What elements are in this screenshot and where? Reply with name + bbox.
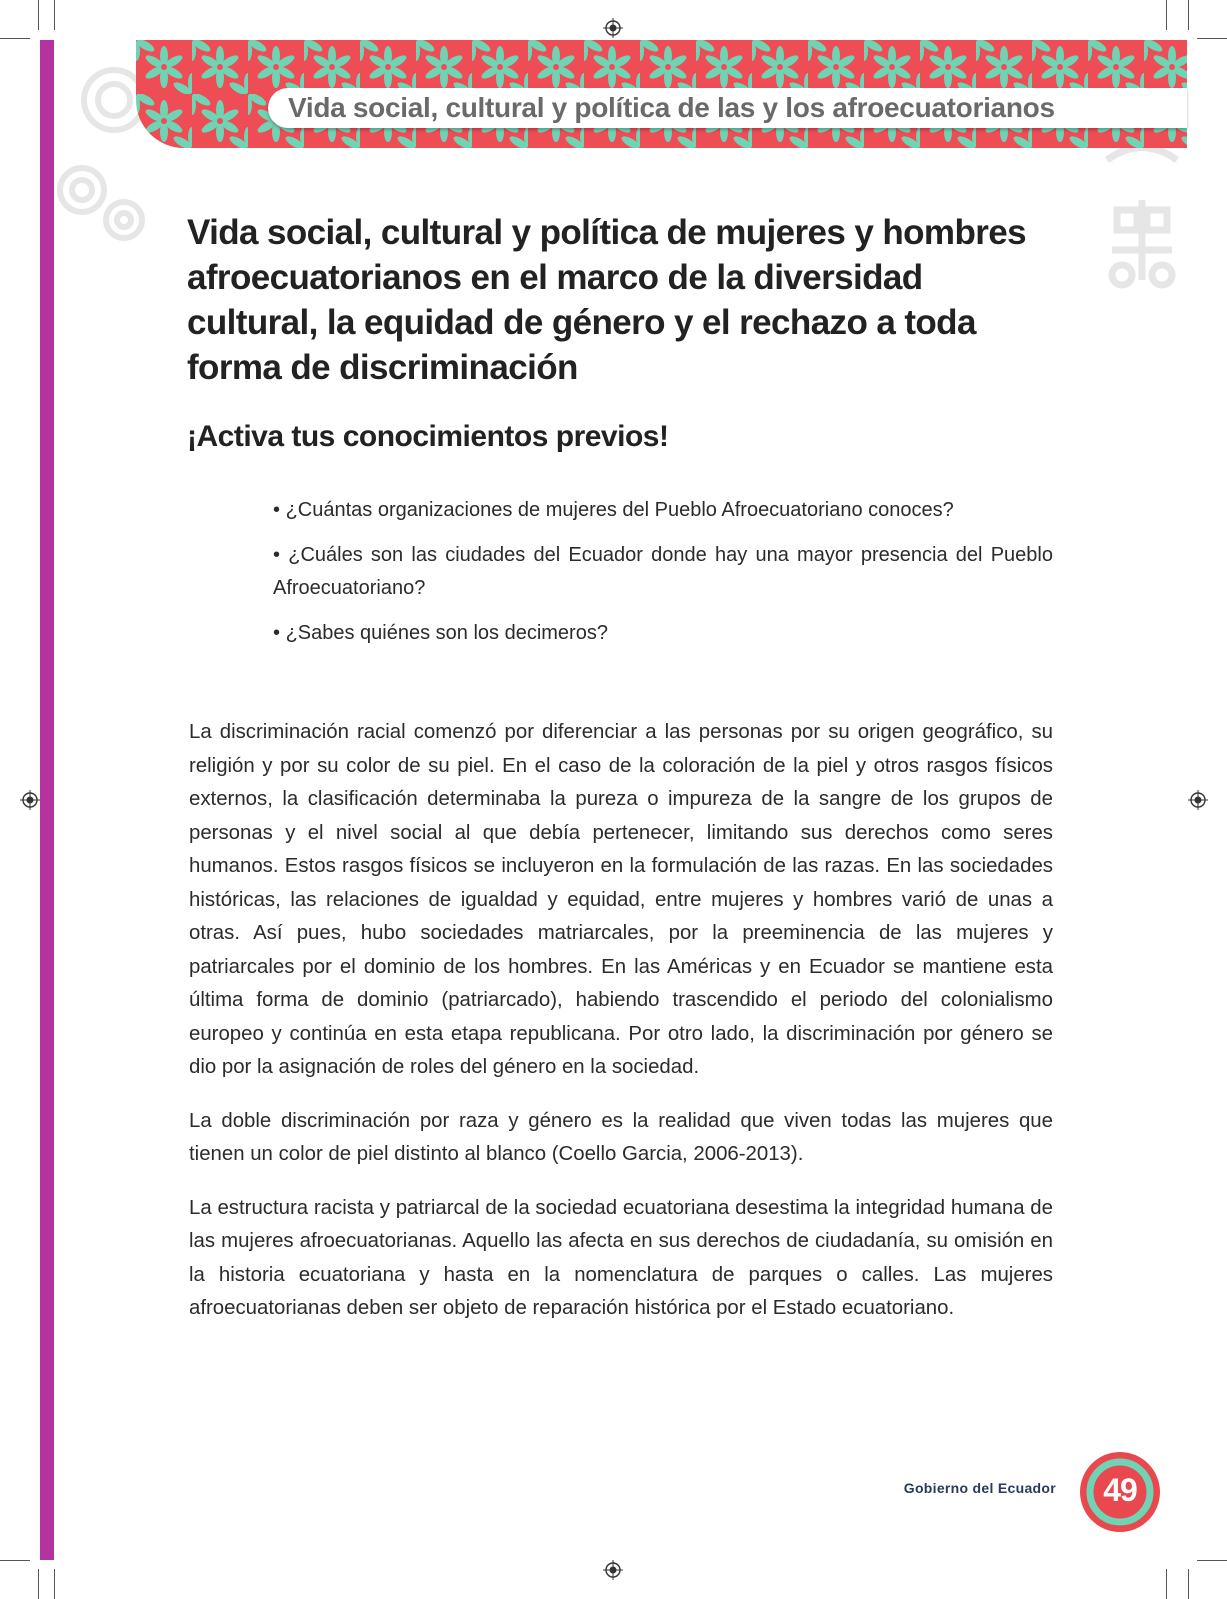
question-item: • ¿Sabes quiénes son los decimeros? [273,617,1053,650]
crop-mark [1188,1569,1189,1599]
section-title: Vida social, cultural y política de las y los afroecuatorianos [288,92,1055,123]
crop-mark [38,0,39,30]
question-list [273,494,1053,662]
crop-mark [54,1569,55,1599]
crop-mark [1188,0,1189,30]
registration-mark-icon [603,1560,623,1580]
page-number: 49 [1103,1472,1137,1508]
body-paragraph: La estructura racista y patriarcal de la sociedad ecuatoriana desestima la integridad humana de las mujeres afroecuatorianas. Aquello las afecta en sus derechos de ciudadanía, su omisión en la historia ecuatoriana y hasta en la nomenclatura de parques o calles. Las mujeres afroecuatorianas deben ser objeto de reparación histórica por el Estado ecuatoriano. [189,1196,1053,1319]
body-text [189,716,1053,1346]
crop-mark [0,1560,30,1561]
question-item: • ¿Cuáles son las ciudades del Ecuador donde hay una mayor presencia del Pueblo Afroecuatoriano? [273,539,1053,605]
side-bar [40,40,54,1560]
registration-mark-icon [1188,790,1208,810]
crop-mark [1197,38,1227,39]
registration-mark-icon [603,18,623,38]
crop-mark [1166,0,1167,30]
publisher-label: Gobierno del Ecuador [903,1480,1056,1496]
activity-heading: ¡Activa tus conocimientos previos! [187,420,669,453]
crop-mark [1166,1569,1167,1599]
registration-mark-icon [20,790,40,810]
spiral-ornament-icon [52,40,147,250]
body-paragraph: La doble discriminación por raza y género es la realidad que viven todas las mujeres que tienen un color de piel distinto al blanco (Coello Garcia, 2006-2013). [189,1109,1053,1165]
ornament-icon [1097,140,1187,300]
question-item: • ¿Cuántas organizaciones de mujeres del Pueblo Afroecuatoriano conoces? [273,494,1053,527]
crop-mark [38,1569,39,1599]
page-title: Vida social, cultural y política de mujeres y hombres afroecuatorianos en el marco de la diversidad cultural, la equidad de género y el rechazo a toda forma de discriminación [187,213,1026,387]
body-paragraph: La discriminación racial comenzó por diferenciar a las personas por su origen geográfico, su religión y por su color de su piel. En el caso de la coloración de la piel y otros rasgos físicos externos, la clasificación determinaba la pureza o impureza de la sangre de los grupos de personas y el nivel social al que debía pertenecer, limitando sus derechos como seres humanos. Estos rasgos físicos se incluyeron en la formulación de las razas. En las sociedades históricas, las relaciones de igualdad y equidad, entre mujeres y hombres varió de unas a otras. Así pues, hubo sociedades matriarcales, por la preeminencia de las mujeres y patriarcales por el dominio de los hombres. En las Américas y en Ecuador se mantiene esta última forma de dominio (patriarcado), habiendo trascendido el periodo del colonialismo europeo y continúa en esta etapa republicana. Por otro lado, la discriminación por género se dio por la asignación de roles del género en la sociedad. [189,721,1053,1078]
crop-mark [1197,1560,1227,1561]
crop-mark [54,0,55,30]
crop-mark [0,38,30,39]
